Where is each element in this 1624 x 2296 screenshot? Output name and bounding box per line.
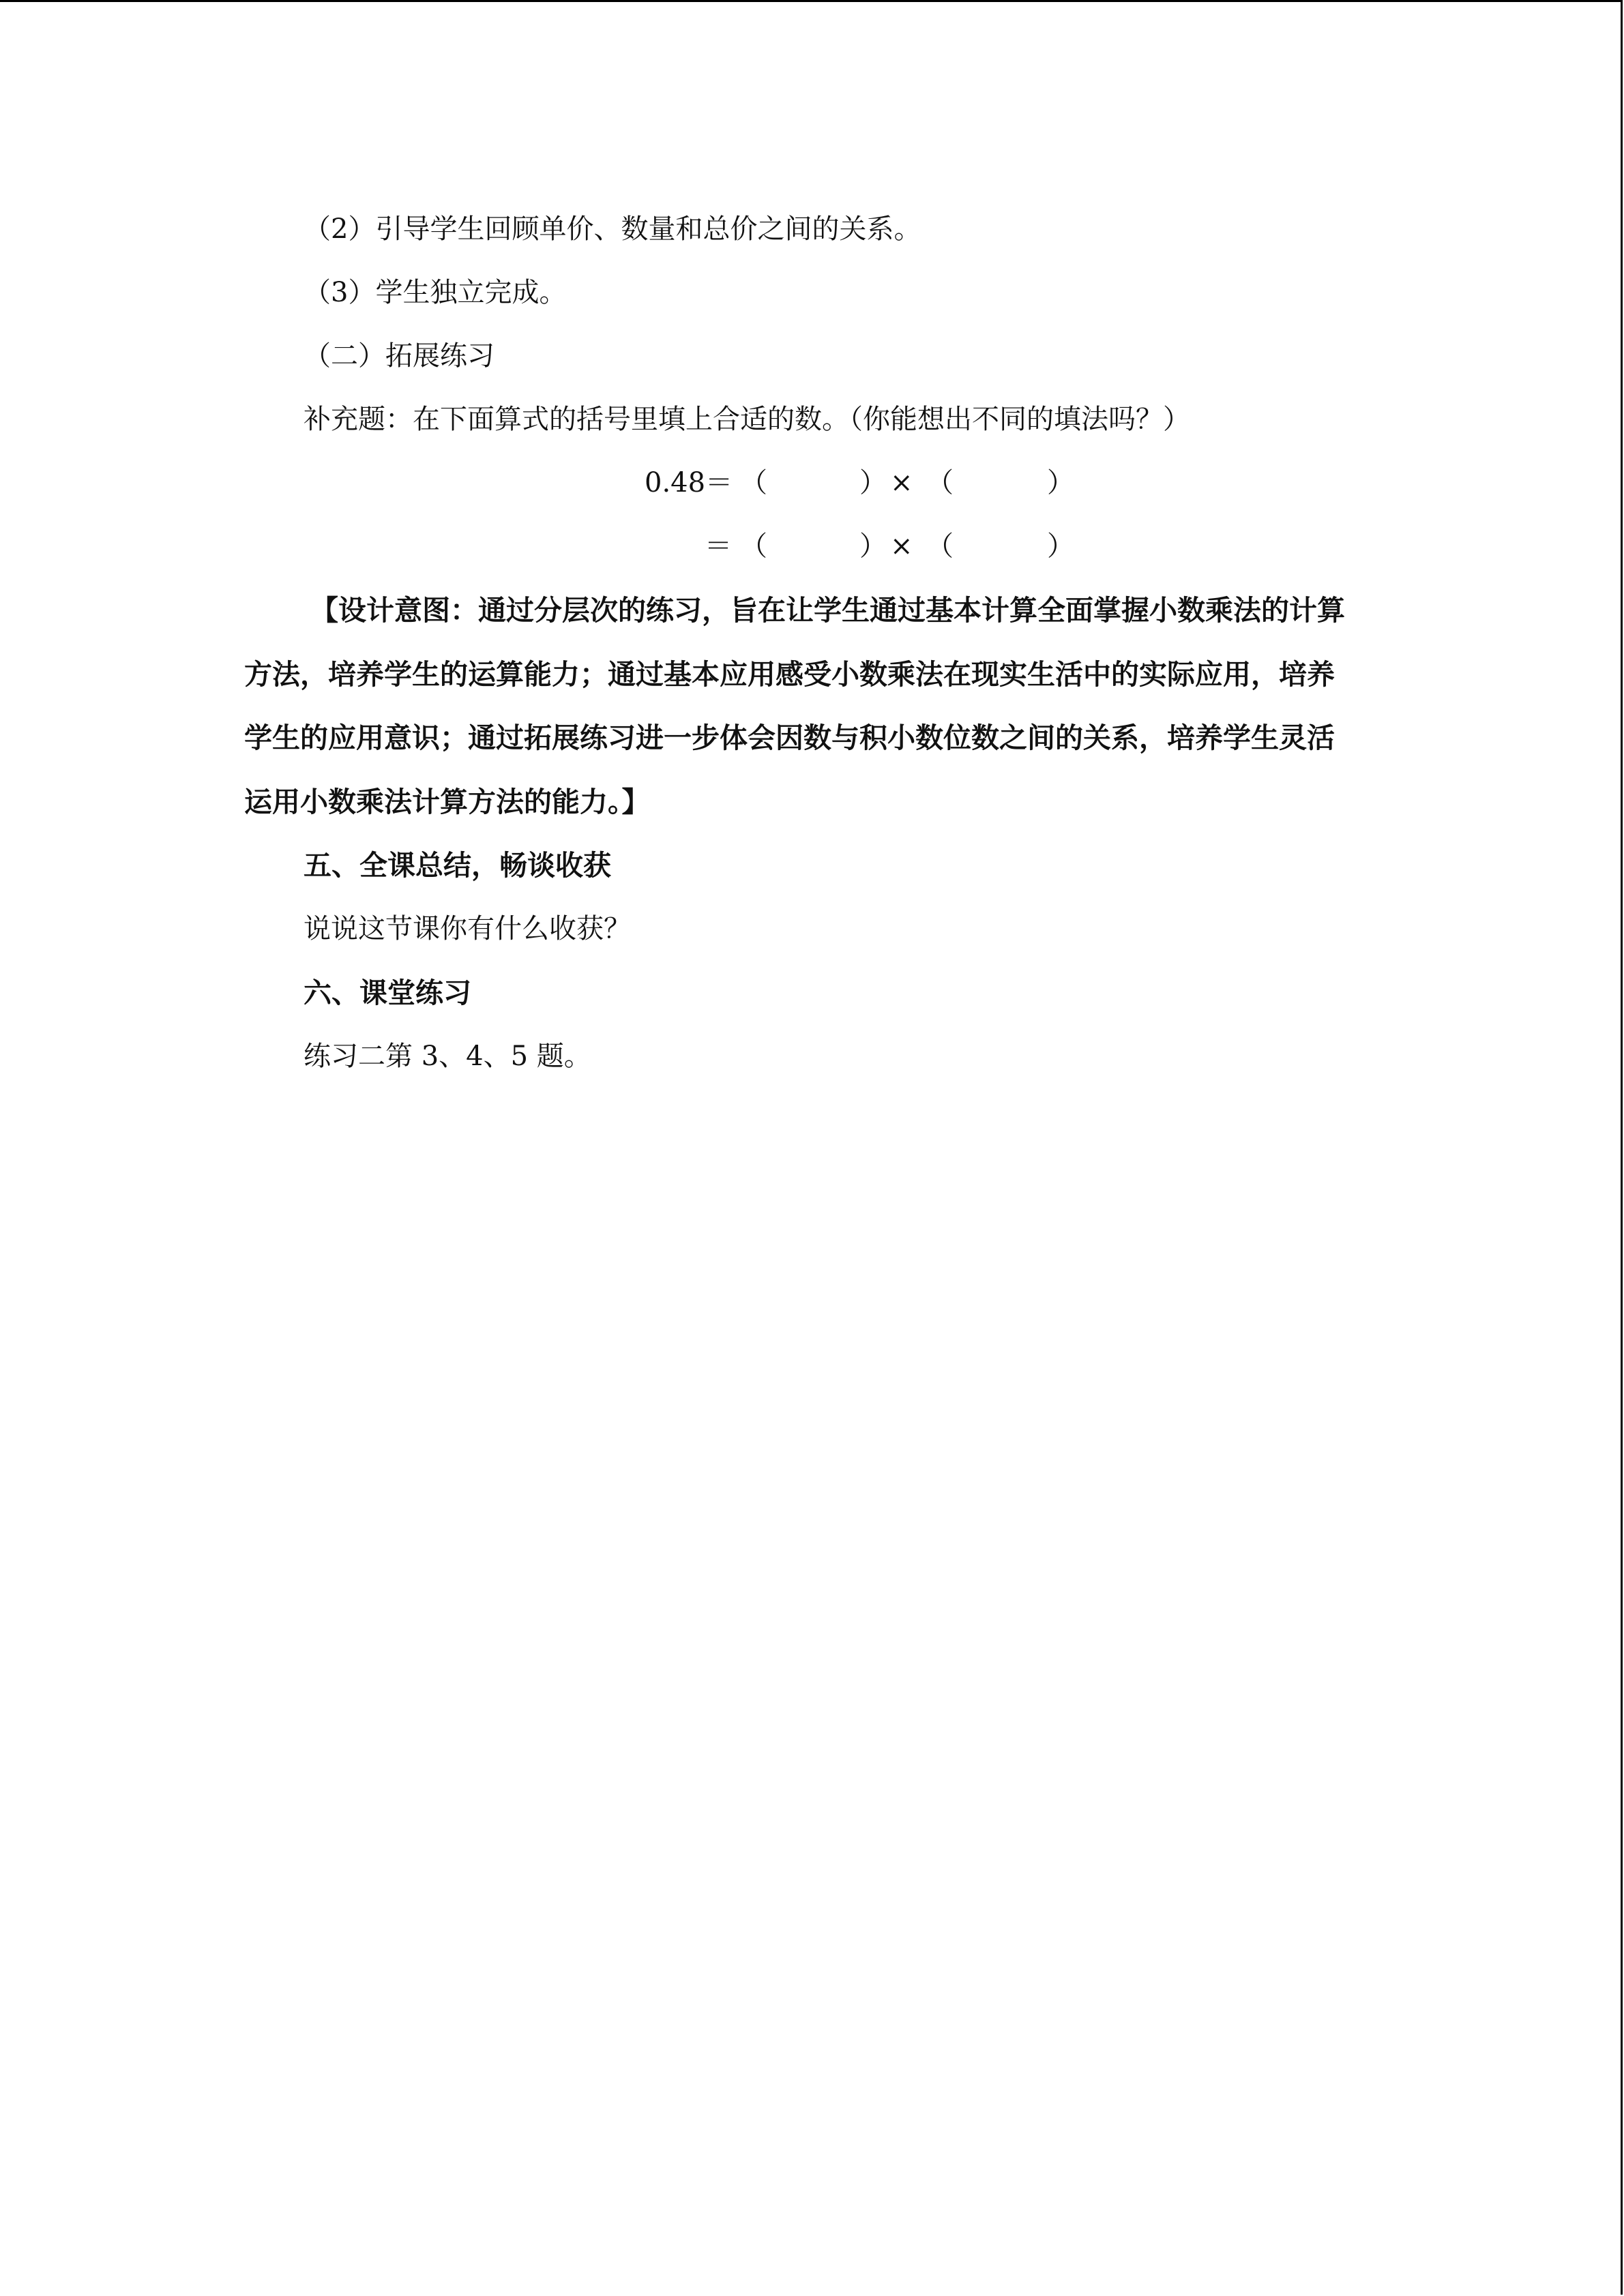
section-5-heading: 五、全课总结，畅谈收获 — [304, 849, 611, 882]
design-intent-line-2: 方法，培养学生的运算能力；通过基本应用感受小数乘法在现实生活中的实际应用，培养 — [244, 658, 1335, 691]
equation-2-open-paren-1: （ — [740, 531, 767, 562]
equation-1-open-paren-1: （ — [740, 467, 767, 498]
equation-2-close-paren-2: ） — [1047, 531, 1074, 562]
section-5-text: 说说这节课你有什么收获？ — [304, 913, 631, 944]
equation-row-1 — [0, 466, 1624, 500]
section-6-text: 练习二第 3、4、5 题。 — [304, 1041, 591, 1072]
equation-2-lhs: ＝ — [705, 531, 732, 562]
equation-1-open-paren-2: （ — [926, 467, 954, 498]
section-6-heading: 六、课堂练习 — [304, 976, 471, 1009]
equation-2-close-paren-1: ） — [859, 531, 887, 562]
equation-2-open-paren-2: （ — [926, 531, 954, 562]
equation-1-close-paren-1: ） — [859, 467, 887, 498]
equation-1-times-sign: × — [890, 467, 913, 498]
equation-row-2 — [0, 529, 1624, 563]
step-3-text: （3）学生独立完成。 — [304, 277, 567, 308]
step-2-text: （2）引导学生回顾单价、数量和总价之间的关系。 — [304, 213, 921, 245]
section-extension-heading: （二）拓展练习 — [304, 340, 494, 372]
equation-1-close-paren-2: ） — [1047, 467, 1074, 498]
design-intent-line-4: 运用小数乘法计算方法的能力。】 — [244, 786, 650, 818]
equation-1-lhs: 0.48＝ — [645, 467, 733, 498]
design-intent-line-3: 学生的应用意识；通过拓展练习进一步体会因数与积小数位数之间的关系，培养学生灵活 — [244, 721, 1335, 754]
supplement-question: 补充题：在下面算式的括号里填上合适的数。（你能想出不同的填法吗？） — [304, 404, 1190, 435]
equation-2-times-sign: × — [890, 531, 913, 562]
design-intent-line-1: 【设计意图：通过分层次的练习，旨在让学生通过基本计算全面掌握小数乘法的计算 — [310, 594, 1345, 627]
